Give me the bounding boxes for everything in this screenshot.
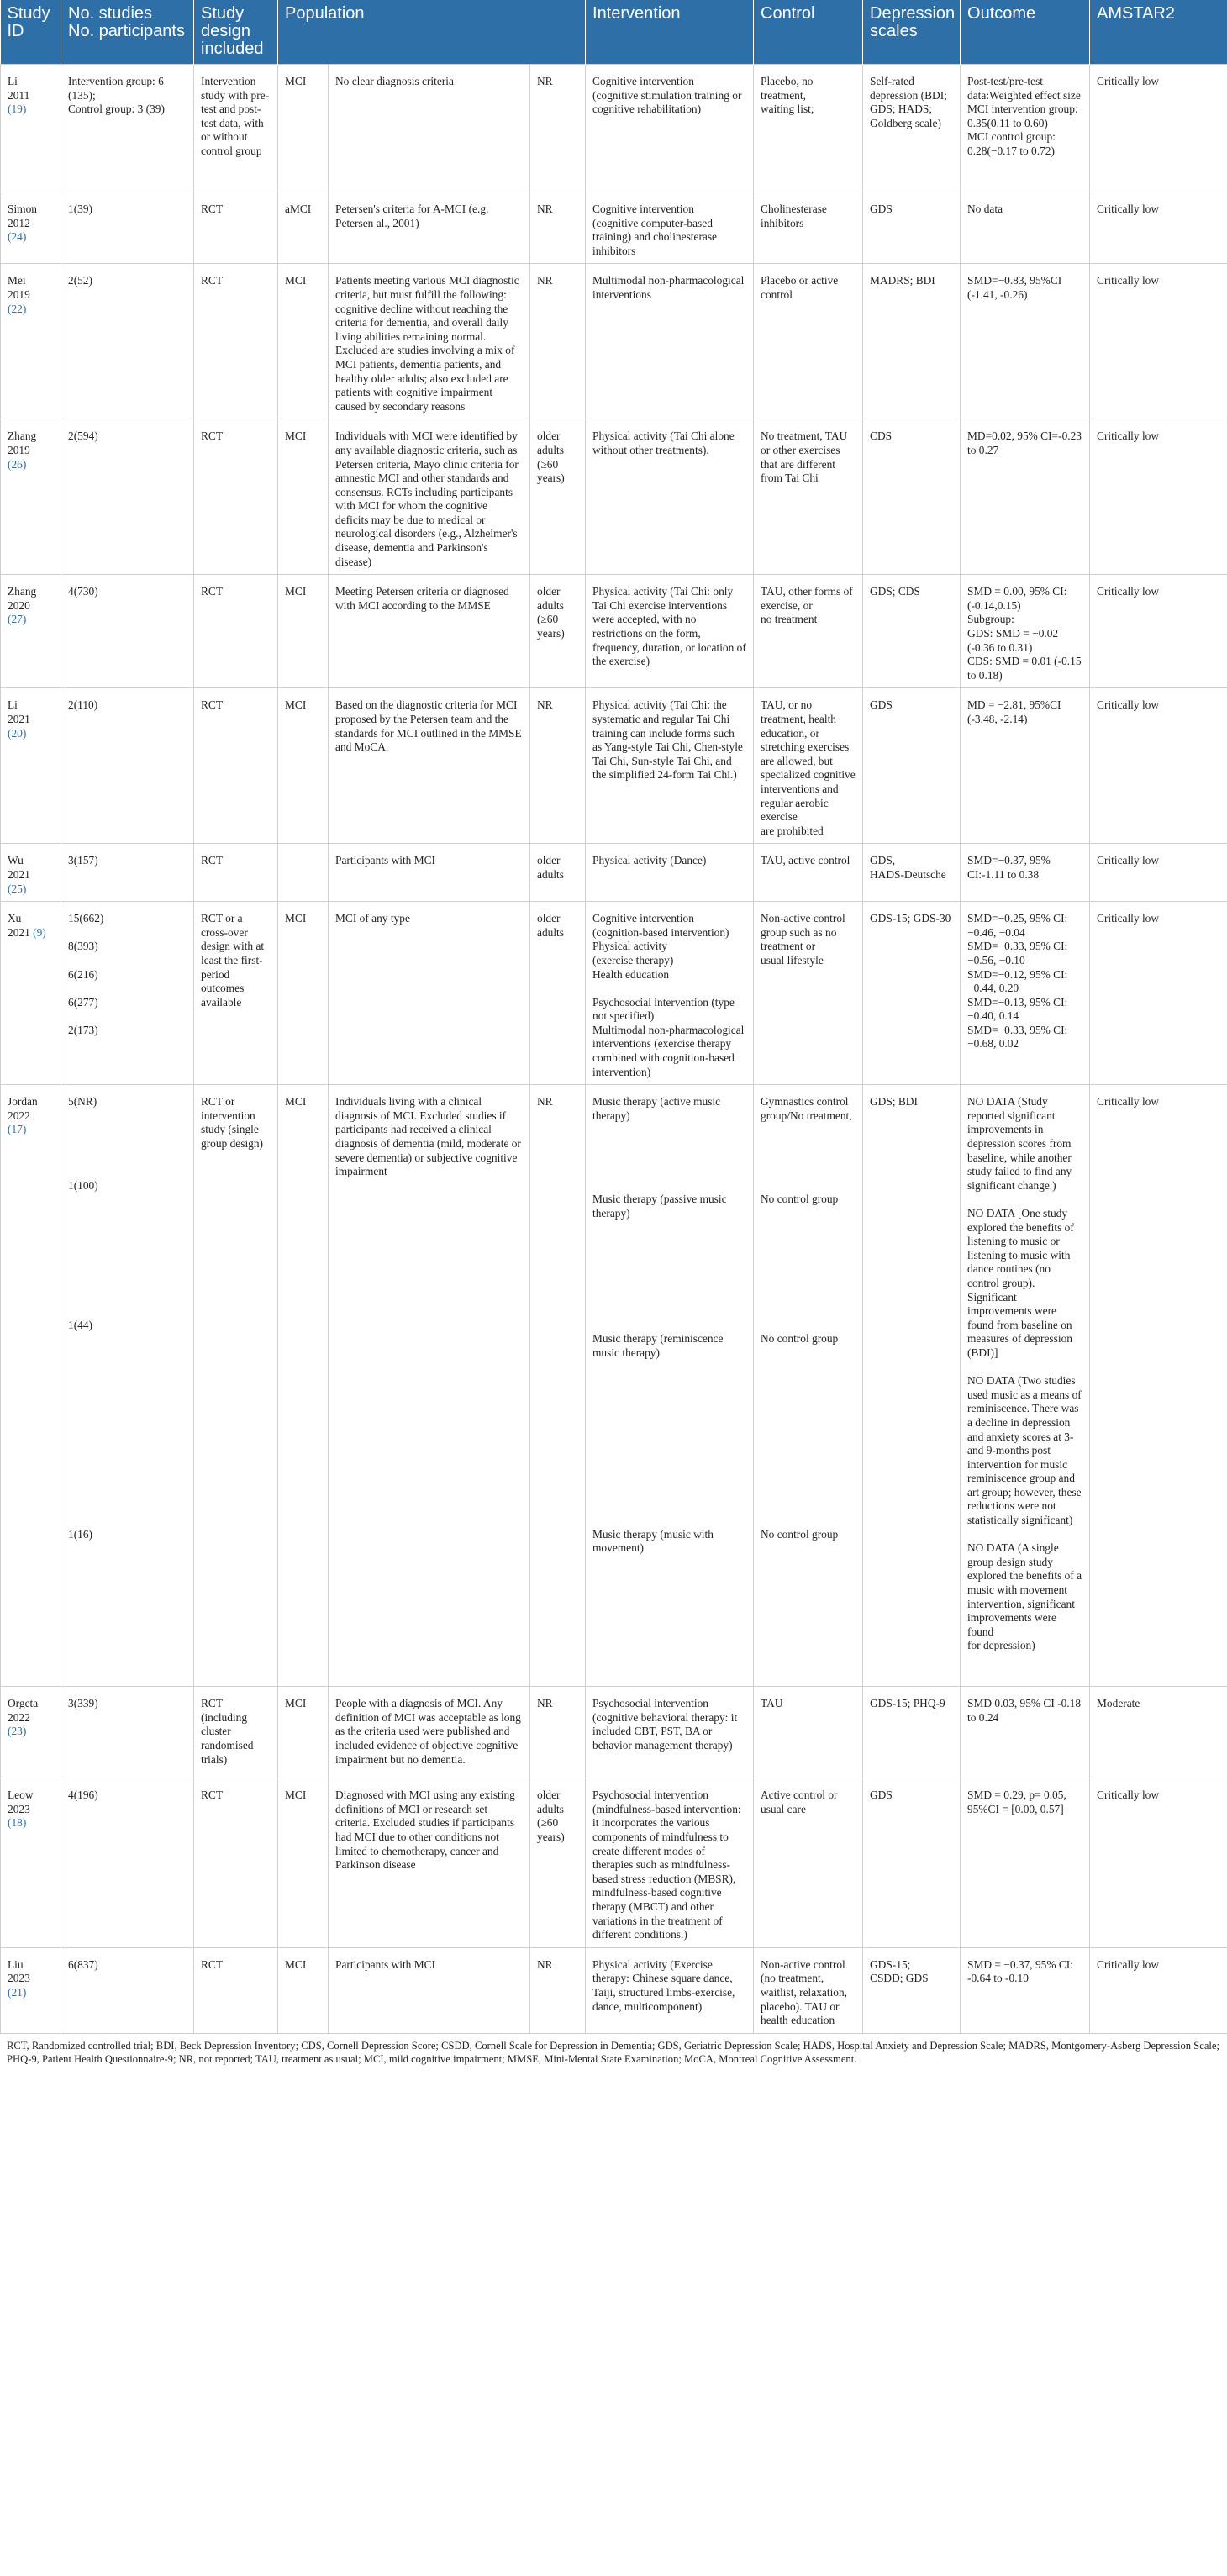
- age-cell: NR: [530, 192, 586, 264]
- citation-link[interactable]: (20): [8, 726, 27, 740]
- header-design: Study design included: [194, 0, 278, 65]
- scales-cell: Self-rated depression (BDI; GDS; HADS; Goldberg scale): [863, 65, 961, 192]
- study-id-cell: [1, 688, 61, 844]
- age-cell: older adults (≥60 years): [530, 419, 586, 575]
- outcome-cell: SMD 0.03, 95% CI -0.18 to 0.24: [961, 1687, 1090, 1778]
- study-id-cell: [1, 65, 61, 192]
- table-row: [1, 575, 1227, 688]
- control-cell: Cholinesterase inhibitors: [754, 192, 863, 264]
- table-row: [1, 902, 1227, 1085]
- scales-cell: GDS, HADS-Deutsche: [863, 844, 961, 902]
- control-cell: TAU, or no treatment, health education, or stretching exercises are allowed, but specialized cognitive interventions and regular aerobic exercise are prohibited: [754, 688, 863, 844]
- study-name: Simon 2012: [8, 203, 37, 229]
- header-studies: No. studies No. participants: [61, 0, 194, 65]
- study-id-cell: [1, 192, 61, 264]
- outcome-cell: SMD = −0.37, 95% CI: -0.64 to -0.10: [961, 1947, 1090, 2033]
- table-row: [1, 264, 1227, 419]
- control-cell: Non-active control group such as no treatment or usual lifestyle: [754, 902, 863, 1085]
- citation-link[interactable]: (22): [8, 302, 27, 315]
- design-cell: RCT (including cluster randomised trials): [194, 1687, 278, 1778]
- studies-cell: 6(837): [61, 1947, 194, 2033]
- amstar-cell: Critically low: [1090, 1778, 1227, 1948]
- outcome-cell: SMD=−0.37, 95% CI:-1.11 to 0.38: [961, 844, 1090, 902]
- table-row: [1, 1085, 1227, 1687]
- outcome-cell: No data: [961, 192, 1090, 264]
- study-name: Mei 2019: [8, 274, 30, 301]
- age-cell: NR: [530, 65, 586, 192]
- table-row: [1, 1778, 1227, 1948]
- citation-link[interactable]: (24): [8, 230, 27, 244]
- population-cell: MCI: [278, 902, 329, 1085]
- intervention-cell: Psychosocial intervention (cognitive behavioral therapy: it included CBT, PST, BA or behavior management therapy): [586, 1687, 754, 1778]
- amstar-cell: Critically low: [1090, 1085, 1227, 1687]
- amstar-cell: Critically low: [1090, 192, 1227, 264]
- amstar-cell: Critically low: [1090, 688, 1227, 844]
- control-cell: Gymnastics control group/No treatment, No control group No control group No control group: [754, 1085, 863, 1687]
- outcome-cell: MD=0.02, 95% CI=-0.23 to 0.27: [961, 419, 1090, 575]
- control-cell: TAU, active control: [754, 844, 863, 902]
- intervention-cell: Psychosocial intervention (mindfulness-based intervention: it incorporates the various components of mindfulness to create different modes of therapies such as mindfulness-based stress reduction (MBSR), mindfulness-based cognitive therapy (MBCT) and other variations in the treatment of different conditions.): [586, 1778, 754, 1948]
- population-definition-cell: People with a diagnosis of MCI. Any definition of MCI was acceptable as long as the criteria used were published and included evidence of objective cognitive impairment but no dementia.: [329, 1687, 530, 1778]
- amstar-cell: Critically low: [1090, 844, 1227, 902]
- intervention-cell: Cognitive intervention (cognitive computer-based training) and cholinesterase inhibitors: [586, 192, 754, 264]
- population-cell: MCI: [278, 65, 329, 192]
- study-name: Xu 2021: [8, 912, 30, 939]
- control-cell: TAU, other forms of exercise, or no treatment: [754, 575, 863, 688]
- header-study-id: Study ID: [1, 0, 61, 65]
- studies-cell: 4(730): [61, 575, 194, 688]
- studies-cell: 15(662) 8(393) 6(216) 6(277) 2(173): [61, 902, 194, 1085]
- intervention-cell: Physical activity (Dance): [586, 844, 754, 902]
- scales-cell: GDS-15; PHQ-9: [863, 1687, 961, 1778]
- population-cell: MCI: [278, 419, 329, 575]
- population-cell: MCI: [278, 1085, 329, 1687]
- studies-cell: 4(196): [61, 1778, 194, 1948]
- table-row: [1, 419, 1227, 575]
- population-definition-cell: Patients meeting various MCI diagnostic criteria, but must fulfill the following: cognitive decline without reaching the criteria for dementia, and overall daily living abilities remaining normal. Excluded are studies involving a mix of MCI patients, dementia patients, and healthy older adults; also excluded are patients with cognitive impairment caused by secondary reasons: [329, 264, 530, 419]
- table-row: [1, 688, 1227, 844]
- header-population: Population: [278, 0, 586, 65]
- amstar-cell: Moderate: [1090, 1687, 1227, 1778]
- age-cell: NR: [530, 264, 586, 419]
- design-cell: Intervention study with pre-test and post-test data, with or without control group: [194, 65, 278, 192]
- population-definition-cell: Based on the diagnostic criteria for MCI proposed by the Petersen team and the standards for MCI outlined in the MMSE and MoCA.: [329, 688, 530, 844]
- header-row: [1, 0, 1227, 65]
- intervention-cell: Multimodal non-pharmacological interventions: [586, 264, 754, 419]
- studies-cell: 3(157): [61, 844, 194, 902]
- study-name: Li 2021: [8, 698, 30, 725]
- studies-cell: 5(NR) 1(100) 1(44) 1(16): [61, 1085, 194, 1687]
- population-cell: MCI: [278, 264, 329, 419]
- header-intervention: Intervention: [586, 0, 754, 65]
- amstar-cell: Critically low: [1090, 65, 1227, 192]
- age-cell: older adults: [530, 844, 586, 902]
- table-row: [1, 1687, 1227, 1778]
- header-outcome: Outcome: [961, 0, 1090, 65]
- outcome-cell: SMD = 0.00, 95% CI: (-0.14,0.15) Subgroup: GDS: SMD = −0.02 (-0.36 to 0.31) CDS: SMD = 0.01 (-0.15 to 0.18): [961, 575, 1090, 688]
- studies-cell: 2(110): [61, 688, 194, 844]
- intervention-cell: Cognitive intervention (cognition-based intervention) Physical activity (exercise therapy) Health education Psychosocial intervention (type not specified) Multimodal non-pharmacological interventions (exercise therapy combined with cognition-based intervention): [586, 902, 754, 1085]
- population-definition-cell: MCI of any type: [329, 902, 530, 1085]
- citation-link[interactable]: (25): [8, 882, 27, 895]
- study-name: Leow 2023: [8, 1788, 34, 1815]
- population-cell: [278, 844, 329, 902]
- population-definition-cell: Participants with MCI: [329, 1947, 530, 2033]
- table-row: [1, 65, 1227, 192]
- table-row: [1, 192, 1227, 264]
- outcome-cell: Post-test/pre-test data:Weighted effect size MCI intervention group: 0.35(0.11 to 0.60) MCI control group: 0.28(−0.17 to 0.72): [961, 65, 1090, 192]
- amstar-cell: Critically low: [1090, 419, 1227, 575]
- scales-cell: GDS; BDI: [863, 1085, 961, 1687]
- study-name: Orgeta 2022: [8, 1697, 39, 1724]
- study-name: Zhang 2019: [8, 429, 37, 456]
- design-cell: RCT: [194, 575, 278, 688]
- amstar-cell: Critically low: [1090, 1947, 1227, 2033]
- citation-link[interactable]: (18): [8, 1816, 27, 1830]
- studies-cell: Intervention group: 6 (135); Control group: 3 (39): [61, 65, 194, 192]
- header-amstar: AMSTAR2: [1090, 0, 1227, 65]
- population-definition-cell: Diagnosed with MCI using any existing definitions of MCI or research set criteria. Excluded studies if participants had MCI due to other conditions not limited to chemotherapy, cancer and Parkinson disease: [329, 1778, 530, 1948]
- design-cell: RCT: [194, 688, 278, 844]
- control-cell: TAU: [754, 1687, 863, 1778]
- table-footnote: RCT, Randomized controlled trial; BDI, Beck Depression Inventory; CDS, Cornell Depression Score; CSDD, Cornell Scale for Depression in Dementia; GDS, Geriatric Depression Scale; HADS, Hospital Anxiety and Depression Scale; MADRS, Montgomery-Asberg Depression Scale; PHQ-9, Patient Health Questionnaire-9; NR, not reported; TAU, treatment as usual; MCI, mild cognitive impairment; MMSE, Mini-Mental State Examination; MoCA, Montreal Cognitive Assessment.: [7, 2039, 1220, 2065]
- intervention-cell: Cognitive intervention (cognitive stimulation training or cognitive rehabilitation): [586, 65, 754, 192]
- studies-cell: 3(339): [61, 1687, 194, 1778]
- study-name: Zhang 2020: [8, 585, 37, 612]
- studies-cell: 1(39): [61, 192, 194, 264]
- header-control: Control: [754, 0, 863, 65]
- scales-cell: GDS-15; CSDD; GDS: [863, 1947, 961, 2033]
- study-id-cell: [1, 902, 61, 1085]
- table-row: [1, 1947, 1227, 2033]
- population-cell: MCI: [278, 1687, 329, 1778]
- design-cell: RCT or a cross-over design with at least the first-period outcomes available: [194, 902, 278, 1085]
- citation-link[interactable]: (17): [8, 1123, 27, 1136]
- citation-link[interactable]: (19): [8, 103, 27, 116]
- population-definition-cell: Participants with MCI: [329, 844, 530, 902]
- population-definition-cell: Individuals with MCI were identified by any available diagnostic criteria, such as Petersen criteria, Mayo clinic criteria for amnestic MCI and other standards and consensus. RCTs including participants with MCI for whom the cognitive deficits may be due to medical or neurological disorders (e.g., Alzheimer's disease, dementia and Parkinson's disease): [329, 419, 530, 575]
- age-cell: NR: [530, 688, 586, 844]
- study-id-cell: [1, 1778, 61, 1948]
- age-cell: NR: [530, 1085, 586, 1687]
- citation-link[interactable]: (26): [8, 457, 27, 471]
- population-cell: MCI: [278, 1947, 329, 2033]
- age-cell: older adults (≥60 years): [530, 1778, 586, 1948]
- study-name: Liu 2023: [8, 1957, 30, 1985]
- study-name: Wu 2021: [8, 854, 30, 881]
- study-id-cell: [1, 1947, 61, 2033]
- amstar-cell: Critically low: [1090, 902, 1227, 1085]
- age-cell: older adults: [530, 902, 586, 1085]
- control-cell: Active control or usual care: [754, 1778, 863, 1948]
- control-cell: Non-active control (no treatment, waitlist, relaxation, placebo). TAU or health education: [754, 1947, 863, 2033]
- outcome-cell: SMD=−0.83, 95%CI (-1.41, -0.26): [961, 264, 1090, 419]
- population-cell: aMCI: [278, 192, 329, 264]
- design-cell: RCT or intervention study (single group design): [194, 1085, 278, 1687]
- population-definition-cell: Petersen's criteria for A-MCI (e.g. Petersen al., 2001): [329, 192, 530, 264]
- outcome-cell: SMD = 0.29, p= 0.05, 95%CI = [0.00, 0.57]: [961, 1778, 1090, 1948]
- citation-link[interactable]: (27): [8, 613, 27, 626]
- scales-cell: GDS; CDS: [863, 575, 961, 688]
- header-scales: Depression scales: [863, 0, 961, 65]
- design-cell: RCT: [194, 844, 278, 902]
- scales-cell: GDS: [863, 1778, 961, 1948]
- study-id-cell: [1, 844, 61, 902]
- intervention-cell: Music therapy (active music therapy) Music therapy (passive music therapy) Music therapy (reminiscence music therapy) Music therapy (music with movement): [586, 1085, 754, 1687]
- studies-cell: 2(52): [61, 264, 194, 419]
- scales-cell: CDS: [863, 419, 961, 575]
- population-definition-cell: No clear diagnosis criteria: [329, 65, 530, 192]
- design-cell: RCT: [194, 1947, 278, 2033]
- control-cell: No treatment, TAU or other exercises that are different from Tai Chi: [754, 419, 863, 575]
- study-id-cell: [1, 575, 61, 688]
- citation-link[interactable]: (23): [8, 1725, 27, 1738]
- design-cell: RCT: [194, 264, 278, 419]
- outcome-cell: MD = −2.81, 95%CI (-3.48, -2.14): [961, 688, 1090, 844]
- table-row: [1, 844, 1227, 902]
- population-cell: MCI: [278, 688, 329, 844]
- population-cell: MCI: [278, 1778, 329, 1948]
- citation-link[interactable]: (9): [33, 925, 46, 939]
- design-cell: RCT: [194, 419, 278, 575]
- study-id-cell: [1, 264, 61, 419]
- table-body: [1, 65, 1227, 2034]
- amstar-cell: Critically low: [1090, 575, 1227, 688]
- scales-cell: GDS: [863, 688, 961, 844]
- scales-cell: MADRS; BDI: [863, 264, 961, 419]
- population-definition-cell: Individuals living with a clinical diagnosis of MCI. Excluded studies if participants had received a clinical diagnosis of dementia (mild, moderate or severe dementia) or subjective cognitive impairment: [329, 1085, 530, 1687]
- intervention-cell: Physical activity (Tai Chi: the systematic and regular Tai Chi training can include forms such as Yang-style Tai Chi, Chen-style Tai Chi, Sun-style Tai Chi, and the simplified 24-form Tai Chi.): [586, 688, 754, 844]
- population-definition-cell: Meeting Petersen criteria or diagnosed with MCI according to the MMSE: [329, 575, 530, 688]
- study-name: Jordan 2022: [8, 1095, 38, 1122]
- study-name: Li 2011: [8, 75, 30, 102]
- control-cell: Placebo or active control: [754, 264, 863, 419]
- intervention-cell: Physical activity (Exercise therapy: Chinese square dance, Taiji, structured limbs-exercise, dance, multicomponent): [586, 1947, 754, 2033]
- design-cell: RCT: [194, 1778, 278, 1948]
- age-cell: NR: [530, 1947, 586, 2033]
- intervention-cell: Physical activity (Tai Chi alone without other treatments).: [586, 419, 754, 575]
- scales-cell: GDS: [863, 192, 961, 264]
- design-cell: RCT: [194, 192, 278, 264]
- citation-link[interactable]: (21): [8, 1985, 27, 1999]
- study-id-cell: [1, 1085, 61, 1687]
- study-id-cell: [1, 1687, 61, 1778]
- outcome-cell: SMD=−0.25, 95% CI:−0.46, −0.04 SMD=−0.33, 95% CI:−0.56, −0.10 SMD=−0.12, 95% CI:−0.44, 0.20 SMD=−0.13, 95% CI:−0.40, 0.14 SMD=−0.33, 95% CI:−0.68, 0.02: [961, 902, 1090, 1085]
- age-cell: NR: [530, 1687, 586, 1778]
- study-id-cell: [1, 419, 61, 575]
- outcome-cell: NO DATA (Study reported significant improvements in depression scores from baseline, while another study failed to find any significant change.) NO DATA [One study explored the benefits of listening to music or listening to music with dance routines (no control group). Significant improvements were found from baseline on measures of depression (BDI)] NO DATA (Two studies used music as a means of reminiscence. There was a decline in depression and anxiety scores at 3- and 9-months post intervention for music reminiscence group and art group; however, these reductions were not statistically significant) NO DATA (A single group design study explored the benefits of a music with movement intervention, significant improvements were found for depression): [961, 1085, 1090, 1687]
- population-cell: MCI: [278, 575, 329, 688]
- scales-cell: GDS-15; GDS-30: [863, 902, 961, 1085]
- amstar-cell: Critically low: [1090, 264, 1227, 419]
- control-cell: Placebo, no treatment, waiting list;: [754, 65, 863, 192]
- intervention-cell: Physical activity (Tai Chi: only Tai Chi exercise interventions were accepted, with no restrictions on the form, frequency, duration, or location of the exercise): [586, 575, 754, 688]
- age-cell: older adults (≥60 years): [530, 575, 586, 688]
- studies-cell: 2(594): [61, 419, 194, 575]
